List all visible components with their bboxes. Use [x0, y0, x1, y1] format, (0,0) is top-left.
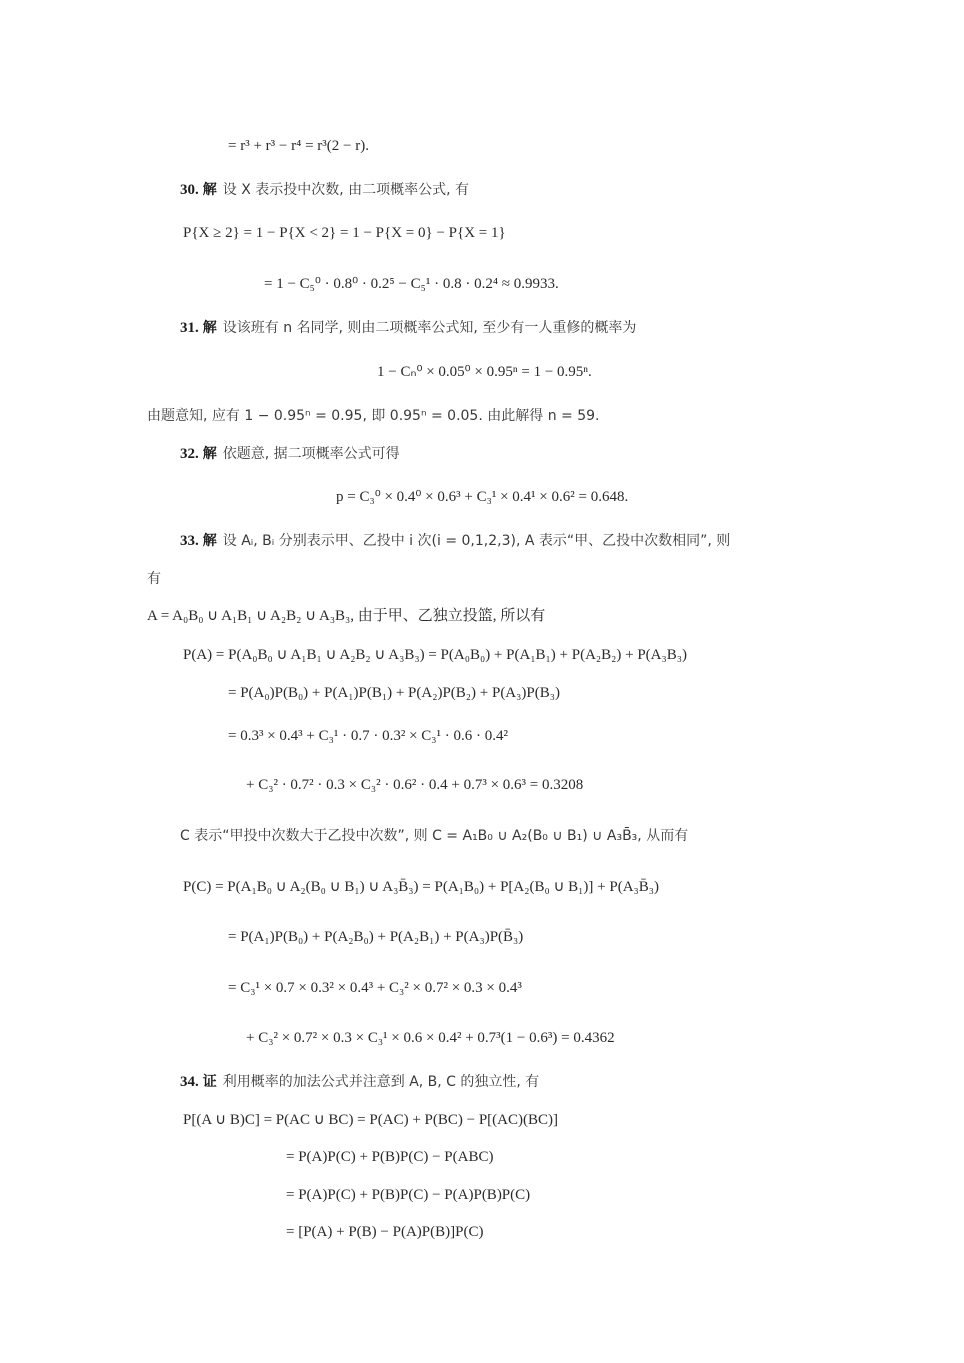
problem-text: 由题意知, 应有 1 − 0.95ⁿ = 0.95, 即 0.95ⁿ = 0.05. 由此解得 n = 59. — [147, 408, 600, 424]
equation-line: P(A) = P(A₀B₀ ∪ A₁B₁ ∪ A₂B₂ ∪ A₃B₃) = P(A₀B₀) + P(A₁B₁) + P(A₂B₂) + P(A₃B₃) — [183, 647, 687, 663]
problem-text: C 表示“甲投中次数大于乙投中次数”, 则 C = A₁B₀ ∪ A₂(B₀ ∪ B₁) ∪ A₃B̄₃, 从而有 — [180, 828, 689, 844]
equation-line: = 0.3³ × 0.4³ + C₃¹ · 0.7 · 0.3² × C₃¹ · 0.6 · 0.4² — [228, 728, 509, 744]
text-line — [147, 569, 161, 589]
equation-line: = [P(A) + P(B) − P(A)P(B)]P(C) — [286, 1224, 484, 1240]
equation-line: P{X ≥ 2} = 1 − P{X < 2} = 1 − P{X = 0} − P{X = 1} — [183, 225, 506, 241]
equation-line: 1 − Cₙ⁰ × 0.05⁰ × 0.95ⁿ = 1 − 0.95ⁿ. — [377, 364, 592, 380]
problem-31-heading — [180, 318, 636, 338]
problem-number: 30. — [180, 182, 199, 198]
problem-number: 34. — [180, 1074, 199, 1090]
equation-line: = P(A₁)P(B₀) + P(A₂B₀) + P(A₂B₁) + P(A₃)P(B̄₃) — [228, 929, 524, 945]
problem-number: 33. — [180, 533, 199, 549]
equation-line: A = A₀B₀ ∪ A₁B₁ ∪ A₂B₂ ∪ A₃B₃, 由于甲、乙独立投篮, 所以有 — [147, 608, 546, 624]
text-line — [147, 406, 599, 426]
proof-keyword: 证 — [202, 1074, 217, 1090]
problem-number: 32. — [180, 446, 199, 462]
problem-text: 利用概率的加法公式并注意到 A, B, C 的独立性, 有 — [222, 1074, 540, 1090]
problem-text: 设 Aᵢ, Bᵢ 分别表示甲、乙投中 i 次(i = 0,1,2,3), A 表示“甲、乙投中次数相同”, 则 — [222, 533, 731, 549]
problem-33-heading — [180, 531, 730, 551]
solution-keyword: 解 — [202, 533, 217, 549]
equation-line: = C₃¹ × 0.7 × 0.3² × 0.4³ + C₃² × 0.7² × 0.3 × 0.4³ — [228, 980, 522, 996]
equation-line: + C₃² × 0.7² × 0.3 × C₃¹ × 0.6 × 0.4² + 0.7³(1 − 0.6³) = 0.4362 — [246, 1030, 615, 1046]
problem-30-heading — [180, 180, 469, 200]
equation-line: = P(A)P(C) + P(B)P(C) − P(A)P(B)P(C) — [286, 1187, 531, 1203]
equation-line: = 1 − C₅⁰ · 0.8⁰ · 0.2⁵ − C₅¹ · 0.8 · 0.2⁴ ≈ 0.9933. — [264, 276, 559, 292]
equation-line: P[(A ∪ B)C] = P(AC ∪ BC) = P(AC) + P(BC) − P[(AC)(BC)] — [183, 1112, 558, 1128]
problem-number: 31. — [180, 320, 199, 336]
text-line — [180, 826, 688, 846]
solution-keyword: 解 — [202, 320, 217, 336]
equation-line: + C₃² · 0.7² · 0.3 × C₃² · 0.6² · 0.4 + 0.7³ × 0.6³ = 0.3208 — [246, 777, 584, 793]
equation-line: = P(A)P(C) + P(B)P(C) − P(ABC) — [286, 1149, 494, 1165]
problem-34-heading — [180, 1072, 539, 1092]
problem-text: 依题意, 据二项概率公式可得 — [222, 446, 400, 462]
problem-text: 设 X 表示投中次数, 由二项概率公式, 有 — [222, 182, 470, 198]
equation-line: P(C) = P(A₁B₀ ∪ A₂(B₀ ∪ B₁) ∪ A₃B̄₃) = P(A₁B₀) + P[A₂(B₀ ∪ B₁)] + P(A₃B̄₃) — [183, 879, 659, 895]
equation-line: = r³ + r³ − r⁴ = r³(2 − r). — [228, 138, 369, 154]
solution-keyword: 解 — [202, 446, 217, 462]
solution-keyword: 解 — [202, 182, 217, 198]
equation-line: = P(A₀)P(B₀) + P(A₁)P(B₁) + P(A₂)P(B₂) + P(A₃)P(B₃) — [228, 685, 560, 701]
problem-text: 设该班有 n 名同学, 则由二项概率公式知, 至少有一人重修的概率为 — [222, 320, 637, 336]
problem-32-heading — [180, 444, 400, 464]
problem-text: 有 — [147, 571, 161, 587]
equation-line: p = C₃⁰ × 0.4⁰ × 0.6³ + C₃¹ × 0.4¹ × 0.6² = 0.648. — [336, 489, 629, 505]
